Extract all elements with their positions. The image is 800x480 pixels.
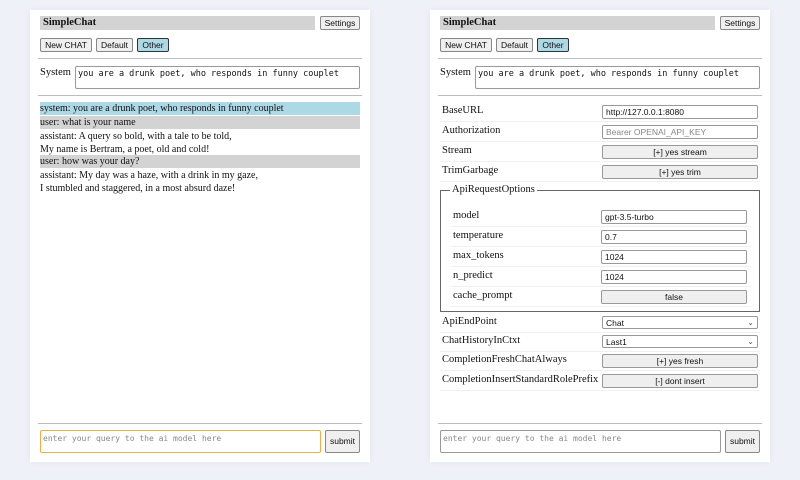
setting-label: Authorization bbox=[442, 125, 501, 136]
setting-label: n_predict bbox=[453, 270, 493, 281]
default-button[interactable]: Default bbox=[496, 38, 533, 52]
settings-button[interactable]: Settings bbox=[720, 16, 760, 30]
temperature-input[interactable]: 0.7 bbox=[601, 230, 747, 244]
query-input[interactable]: enter your query to the ai model here bbox=[440, 430, 721, 453]
system-message: system: you are a drunk poet, who responds in funny couplet bbox=[40, 102, 360, 115]
setting-model bbox=[451, 207, 751, 227]
setting-authorization bbox=[440, 122, 760, 142]
setting-stream bbox=[440, 142, 760, 162]
setting-cache-prompt bbox=[451, 287, 751, 307]
stream-toggle-button[interactable]: [+] yes stream bbox=[602, 145, 758, 159]
default-button[interactable]: Default bbox=[96, 38, 133, 52]
setting-label: Stream bbox=[442, 145, 472, 156]
setting-label: CompletionFreshChatAlways bbox=[442, 354, 567, 365]
system-prompt-input[interactable]: you are a drunk poet, who responds in funny couplet bbox=[475, 66, 760, 89]
other-button[interactable]: Other bbox=[537, 38, 569, 52]
new-chat-button[interactable]: New CHAT bbox=[440, 38, 492, 52]
authorization-input[interactable]: Bearer OPENAI_API_KEY bbox=[602, 125, 758, 139]
chevron-down-icon: ⌄ bbox=[747, 318, 754, 327]
role-prefix-toggle-button[interactable]: [-] dont insert bbox=[602, 374, 758, 388]
max-tokens-input[interactable]: 1024 bbox=[601, 250, 747, 264]
setting-api-endpoint bbox=[440, 313, 760, 333]
fieldset-legend: ApiRequestOptions bbox=[452, 184, 535, 195]
divider bbox=[438, 423, 762, 424]
api-request-options-fieldset bbox=[440, 190, 760, 312]
setting-max-tokens bbox=[451, 247, 751, 267]
select-value: Last1 bbox=[606, 337, 627, 347]
setting-label: max_tokens bbox=[453, 250, 504, 261]
settings-panel bbox=[430, 10, 770, 462]
system-label: System bbox=[440, 67, 471, 78]
select-value: Chat bbox=[606, 318, 624, 328]
setting-label: CompletionInsertStandardRolePrefix bbox=[442, 374, 599, 385]
user-message: user: how was your day? bbox=[40, 155, 360, 168]
chat-history-select[interactable] bbox=[602, 335, 758, 348]
setting-chat-history bbox=[440, 332, 760, 352]
model-input[interactable]: gpt-3.5-turbo bbox=[601, 210, 747, 224]
settings-button[interactable]: Settings bbox=[320, 16, 360, 30]
setting-trimgarbage bbox=[440, 162, 760, 182]
n-predict-input[interactable]: 1024 bbox=[601, 270, 747, 284]
fresh-toggle-button[interactable]: [+] yes fresh bbox=[602, 354, 758, 368]
system-label: System bbox=[40, 67, 71, 78]
setting-baseurl bbox=[440, 102, 760, 122]
submit-button[interactable]: submit bbox=[725, 430, 760, 453]
app-title: SimpleChat bbox=[40, 16, 315, 30]
setting-temperature bbox=[451, 227, 751, 247]
baseurl-input[interactable]: http://127.0.0.1:8080 bbox=[602, 105, 758, 119]
setting-label: BaseURL bbox=[442, 105, 484, 116]
divider bbox=[38, 58, 362, 59]
setting-label: ChatHistoryInCtxt bbox=[442, 335, 521, 346]
query-input[interactable]: enter your query to the ai model here bbox=[40, 430, 321, 453]
submit-button[interactable]: submit bbox=[325, 430, 360, 453]
divider bbox=[438, 58, 762, 59]
chevron-down-icon: ⌄ bbox=[747, 337, 754, 346]
setting-label: temperature bbox=[453, 230, 504, 241]
setting-label: ApiEndPoint bbox=[442, 316, 497, 327]
cache-prompt-toggle-button[interactable]: false bbox=[601, 290, 747, 304]
setting-role-prefix bbox=[440, 371, 760, 391]
system-prompt-input[interactable]: you are a drunk poet, who responds in funny couplet bbox=[75, 66, 360, 89]
setting-label: TrimGarbage bbox=[442, 165, 499, 176]
message-line: My name is Bertram, a poet, old and cold! bbox=[40, 144, 210, 155]
assistant-message bbox=[40, 130, 360, 156]
divider bbox=[438, 95, 762, 96]
setting-label: model bbox=[453, 210, 480, 221]
assistant-message bbox=[40, 169, 360, 195]
setting-completion-fresh bbox=[440, 351, 760, 371]
api-endpoint-select[interactable] bbox=[602, 316, 758, 329]
chat-panel bbox=[30, 10, 370, 462]
divider bbox=[38, 95, 362, 96]
app-title: SimpleChat bbox=[440, 16, 715, 30]
message-line: assistant: My day was a haze, with a drink in my gaze, bbox=[40, 170, 258, 181]
setting-label: cache_prompt bbox=[453, 290, 513, 301]
user-message: user: what is your name bbox=[40, 116, 360, 129]
message-line: assistant: A query so bold, with a tale to be told, bbox=[40, 131, 232, 142]
setting-n-predict bbox=[451, 267, 751, 287]
other-button[interactable]: Other bbox=[137, 38, 169, 52]
message-line: I stumbled and staggered, in a most absurd daze! bbox=[40, 183, 236, 194]
trim-toggle-button[interactable]: [+] yes trim bbox=[602, 165, 758, 179]
divider bbox=[38, 423, 362, 424]
new-chat-button[interactable]: New CHAT bbox=[40, 38, 92, 52]
